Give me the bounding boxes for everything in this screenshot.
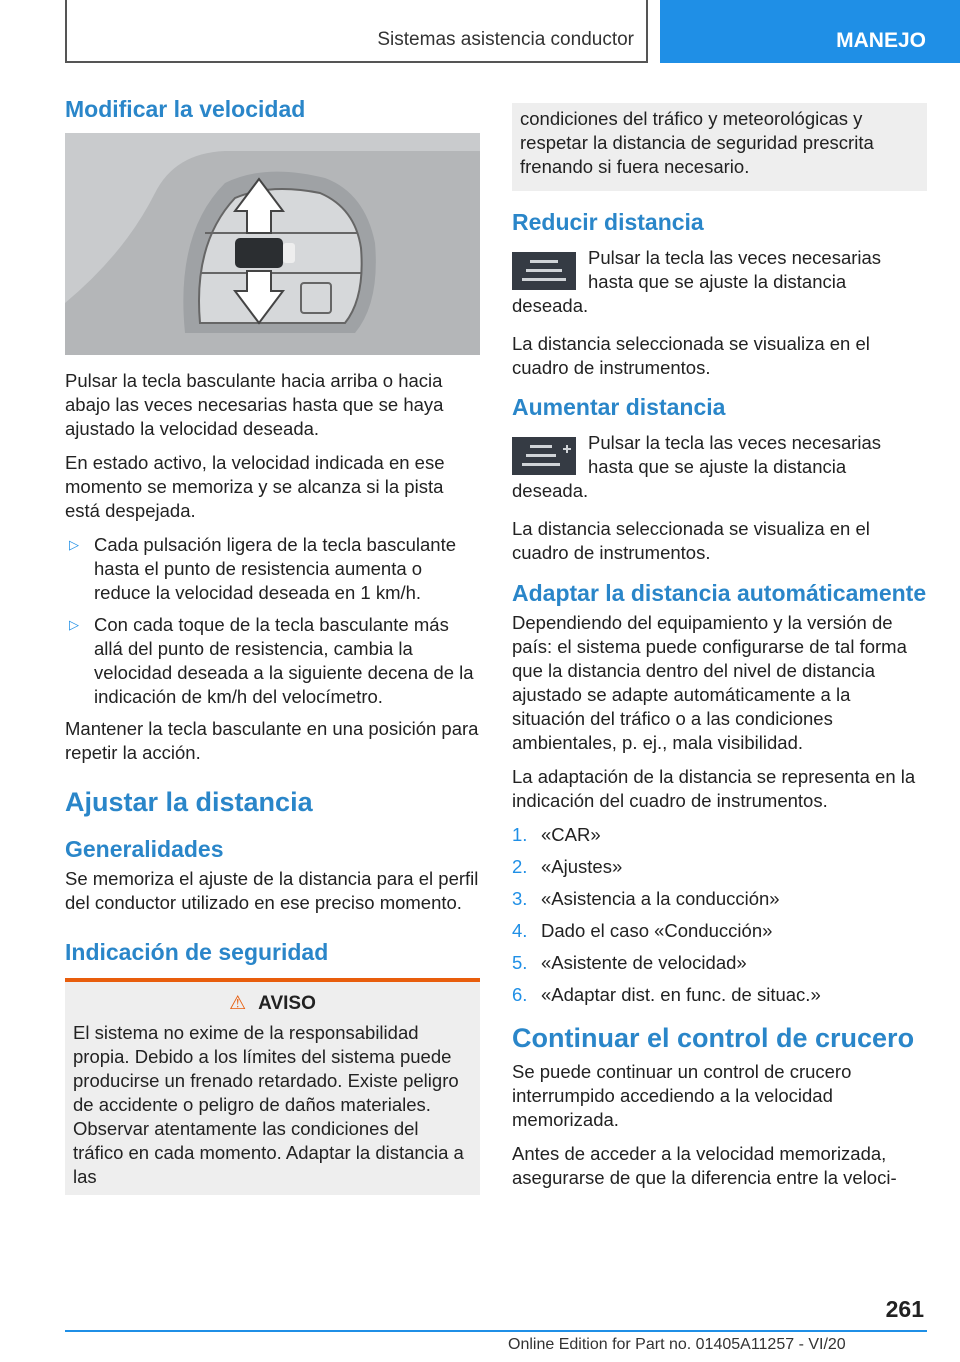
footer-divider — [65, 1330, 927, 1332]
heading-aumentar-distancia: Aumentar distancia — [512, 394, 726, 420]
triangle-bullet-icon: ▷ — [69, 617, 79, 632]
chapter-label: MANEJO — [836, 29, 926, 52]
step-item — [512, 887, 927, 911]
aumentar-instruction — [512, 431, 927, 503]
page-number: 261 — [885, 1296, 924, 1322]
distance-increase-icon — [512, 437, 576, 475]
header-box — [65, 0, 648, 63]
paragraph-mantener-tecla: Mantener la tecla basculante en una posición para repetir la acción. — [65, 718, 479, 763]
section-title: Sistemas asistencia conductor — [377, 29, 634, 50]
paragraph-adaptacion-distancia: La adaptación de la distancia se representa en la indicación del cuadro de instrumentos. — [512, 766, 916, 811]
heading-ajustar-distancia: Ajustar la distancia — [65, 787, 313, 817]
step-number: 1. — [512, 824, 528, 845]
warning-title — [73, 992, 472, 1015]
steering-wheel-rocker-figure — [65, 133, 480, 355]
paragraph-pulsar-tecla: Pulsar la tecla basculante hacia arriba o hacia abajo las veces necesarias hasta que se haya ajustado la velocidad deseada. — [65, 370, 444, 439]
heading-modificar-velocidad: Modificar la velocidad — [65, 96, 306, 122]
bullet-list — [65, 533, 480, 709]
warning-box-continued — [512, 103, 927, 191]
step-item — [512, 951, 927, 975]
triangle-bullet-icon: ▷ — [69, 537, 79, 552]
reducir-text: Pulsar la tecla las veces necesarias hasta que se ajuste la distancia deseada. — [512, 247, 882, 316]
heading-adaptar-distancia: Adaptar la distancia automáticamente — [512, 580, 927, 606]
list-item — [65, 533, 480, 605]
rocker-switch-illustration — [65, 133, 480, 355]
step-item — [512, 823, 927, 847]
warning-triangle-icon: ⚠ — [229, 993, 247, 1014]
step-text: «Asistencia a la conducción» — [541, 888, 780, 909]
step-text: Dado el caso «Conducción» — [541, 920, 773, 941]
steps-list — [512, 823, 927, 1007]
distance-decrease-icon — [512, 252, 576, 290]
step-number: 6. — [512, 984, 528, 1005]
warning-text-continued: condiciones del tráfico y meteorológicas y respetar la distancia de seguridad prescrita frenando si fuera necesario. — [520, 108, 874, 177]
right-column — [512, 103, 927, 1200]
step-text: «Asistente de velocidad» — [541, 952, 747, 973]
step-text: «Ajustes» — [541, 856, 623, 877]
paragraph-antes-acceder: Antes de acceder a la velocidad memorizada, asegurarse de que la diferencia entre la veloci- — [512, 1143, 897, 1188]
step-item — [512, 919, 927, 943]
paragraph-reducir-visualiza: La distancia seleccionada se visualiza en el cuadro de instrumentos. — [512, 333, 870, 378]
left-column — [65, 96, 480, 1195]
list-item — [65, 613, 480, 709]
warning-box — [65, 978, 480, 1195]
heading-continuar-control: Continuar el control de crucero — [512, 1023, 915, 1053]
edition-note: Online Edition for Part no. 01405A11257 - VI/20 — [508, 1336, 846, 1353]
step-number: 5. — [512, 952, 528, 973]
list-item-text: Cada pulsación ligera de la tecla basculante hasta el punto de resistencia aumenta o reduce la velocidad deseada en 1 km/h. — [94, 534, 457, 603]
step-text: «CAR» — [541, 824, 601, 845]
list-item-text: Con cada toque de la tecla basculante más allá del punto de resistencia, cambia la velocidad deseada a la siguiente decena de la indicación de km/h del velocímetro. — [94, 614, 474, 707]
heading-indicacion-seguridad: Indicación de seguridad — [65, 939, 329, 965]
aumentar-text: Pulsar la tecla las veces necesarias hasta que se ajuste la distancia deseada. — [512, 432, 882, 501]
step-text: «Adaptar dist. en func. de situac.» — [541, 984, 821, 1005]
paragraph-dependiendo-equipamiento: Dependiendo del equipamiento y la versión de país: el sistema puede configurarse de tal forma que la distancia dentro del nivel de distancia ajustado se adapte automáticamente a la situación del tráfico o a las condiciones ambientales, p. ej., mala visibilidad. — [512, 612, 907, 753]
warning-text: El sistema no exime de la responsabilidad propia. Debido a los límites del sistema puede producirse un frenado retardado. Existe peligro de accidente o peligro de daños materiales. Observar atentamente las condiciones del tráfico en cada momento. Adaptar la distancia a las — [73, 1022, 464, 1187]
paragraph-continuar-control: Se puede continuar un control de crucero interrumpido accediendo a la velocidad memorizada. — [512, 1061, 852, 1130]
step-number: 2. — [512, 856, 528, 877]
paragraph-aumentar-visualiza: La distancia seleccionada se visualiza en el cuadro de instrumentos. — [512, 518, 870, 563]
step-number: 4. — [512, 920, 528, 941]
step-number: 3. — [512, 888, 528, 909]
warning-label: AVISO — [258, 993, 316, 1014]
heading-reducir-distancia: Reducir distancia — [512, 209, 704, 235]
chapter-tab — [660, 0, 960, 63]
paragraph-memoriza-ajuste: Se memoriza el ajuste de la distancia para el perfil del conductor utilizado en ese preciso momento. — [65, 868, 479, 913]
step-item — [512, 983, 927, 1007]
reducir-instruction — [512, 246, 927, 318]
step-item — [512, 855, 927, 879]
paragraph-estado-activo: En estado activo, la velocidad indicada en ese momento se memoriza y se alcanza si la pista está despejada. — [65, 452, 445, 521]
heading-generalidades: Generalidades — [65, 836, 224, 862]
